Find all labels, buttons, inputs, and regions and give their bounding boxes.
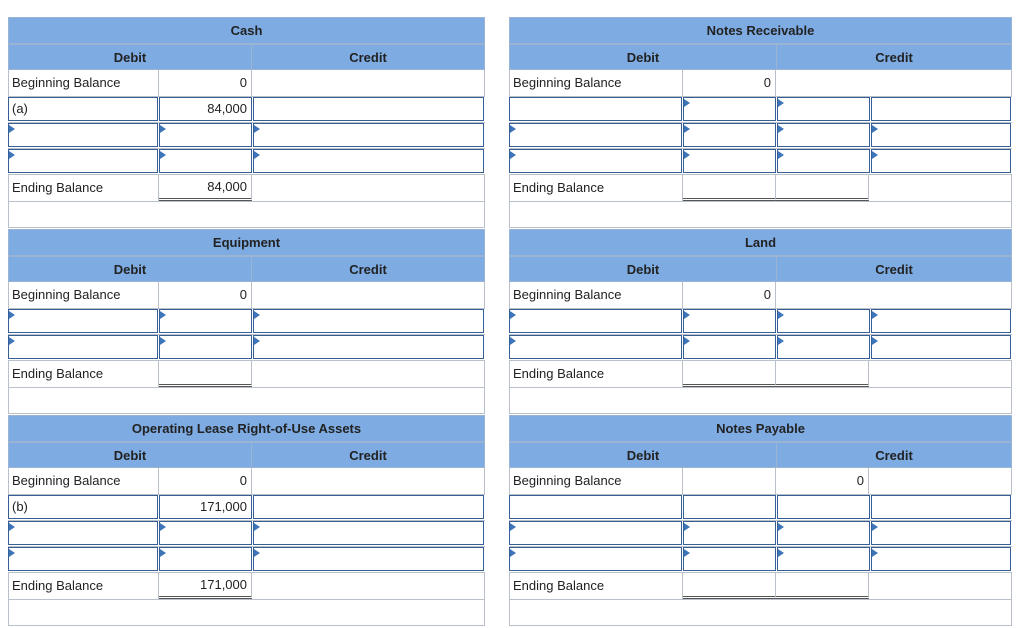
entry-row (8, 546, 485, 573)
dropdown-marker-icon (684, 151, 690, 159)
dropdown-marker-icon (778, 99, 784, 107)
beginning-credit (776, 282, 1011, 308)
ending-credit-cell (869, 573, 1011, 599)
entry-credit-input[interactable] (777, 149, 870, 173)
entry-credit-input[interactable] (777, 495, 870, 519)
dropdown-marker-icon (9, 549, 15, 557)
beginning-credit (252, 468, 484, 494)
beginning-label: Beginning Balance (9, 282, 159, 308)
credit-header: Credit (349, 49, 387, 65)
entry-row (8, 334, 485, 361)
entry-debit-input[interactable]: 84,000 (159, 97, 252, 121)
entry-label-input[interactable] (509, 309, 682, 333)
entry-debit-input[interactable] (159, 521, 252, 545)
dropdown-marker-icon (510, 125, 516, 133)
entry-label-input[interactable] (8, 521, 158, 545)
entry-debit-input[interactable] (159, 335, 252, 359)
ending-row (509, 573, 1012, 600)
dropdown-marker-icon (9, 337, 15, 345)
dropdown-marker-icon (254, 549, 260, 557)
dropdown-marker-icon (254, 151, 260, 159)
dropdown-marker-icon (510, 151, 516, 159)
entry-row (8, 494, 485, 521)
ending-credit-cell (869, 361, 1011, 387)
entry-credit-input[interactable] (253, 123, 484, 147)
account-title: Equipment (8, 229, 485, 256)
ending-label: Ending Balance (9, 573, 159, 599)
beginning-debit: 0 (159, 468, 252, 494)
entry-row (8, 148, 485, 175)
account-title: Cash (8, 17, 485, 44)
entry-credit-input[interactable] (253, 149, 484, 173)
cash-t-account (8, 17, 485, 229)
column-header (509, 256, 1012, 282)
entry-label-input[interactable] (509, 123, 682, 147)
credit-header: Credit (875, 447, 913, 463)
ending-label: Ending Balance (510, 573, 683, 599)
entry-credit-input[interactable] (871, 309, 1011, 333)
entry-credit-input[interactable] (777, 97, 870, 121)
ending-debit: 171,000 (159, 573, 252, 599)
entry-credit-input[interactable] (871, 521, 1011, 545)
dropdown-marker-icon (510, 311, 516, 319)
dropdown-marker-icon (684, 125, 690, 133)
entry-label-input[interactable] (509, 495, 682, 519)
land-t-account (509, 229, 1012, 415)
entry-debit-input[interactable] (683, 335, 776, 359)
dropdown-marker-icon (160, 523, 166, 531)
beginning-label: Beginning Balance (510, 468, 683, 494)
dropdown-marker-icon (160, 549, 166, 557)
ending-credit (252, 361, 484, 387)
entry-label-input[interactable] (8, 149, 158, 173)
dropdown-marker-icon (9, 151, 15, 159)
dropdown-marker-icon (684, 99, 690, 107)
ending-debit (159, 361, 252, 387)
beginning-credit (252, 282, 484, 308)
column-header (8, 256, 485, 282)
entry-debit-input[interactable] (683, 521, 776, 545)
ending-credit-cell (869, 175, 1011, 201)
ending-debit: 84,000 (159, 175, 252, 201)
notes-receivable-t-account (509, 17, 1012, 229)
dropdown-marker-icon (510, 337, 516, 345)
beginning-credit (252, 70, 484, 96)
credit-header: Credit (349, 261, 387, 277)
dropdown-marker-icon (684, 549, 690, 557)
ending-credit (776, 175, 869, 201)
beginning-row (8, 282, 485, 309)
ending-credit (252, 175, 484, 201)
entry-row (509, 334, 1012, 361)
beginning-debit: 0 (683, 282, 776, 308)
ending-label: Ending Balance (510, 175, 683, 201)
dropdown-marker-icon (9, 311, 15, 319)
entry-label-input[interactable] (8, 547, 158, 571)
ending-label: Ending Balance (510, 361, 683, 387)
entry-label-input[interactable] (509, 521, 682, 545)
dropdown-marker-icon (254, 311, 260, 319)
spacer-row (8, 600, 485, 626)
entry-credit-input[interactable] (777, 335, 870, 359)
dropdown-marker-icon (254, 523, 260, 531)
dropdown-marker-icon (510, 523, 516, 531)
dropdown-marker-icon (778, 125, 784, 133)
dropdown-marker-icon (872, 549, 878, 557)
spacer-row (8, 202, 485, 228)
entry-credit-input[interactable] (871, 97, 1011, 121)
entry-credit-input[interactable] (871, 335, 1011, 359)
debit-header: Debit (510, 257, 777, 281)
entry-credit-input[interactable] (253, 495, 484, 519)
credit-header: Credit (349, 447, 387, 463)
entry-label-input[interactable] (509, 149, 682, 173)
entry-label-input[interactable] (8, 123, 158, 147)
entry-row (509, 308, 1012, 335)
ending-row (8, 361, 485, 388)
beginning-debit: 0 (159, 70, 252, 96)
beginning-credit: 0 (776, 468, 869, 494)
dropdown-marker-icon (872, 151, 878, 159)
entry-label-input[interactable] (509, 335, 682, 359)
right-panel (509, 17, 1012, 627)
ending-row (8, 573, 485, 600)
beginning-row (509, 282, 1012, 309)
entry-row (509, 122, 1012, 149)
ending-credit (776, 573, 869, 599)
dropdown-marker-icon (684, 311, 690, 319)
beginning-row (8, 70, 485, 97)
account-title: Notes Receivable (509, 17, 1012, 44)
credit-header: Credit (875, 49, 913, 65)
column-header (8, 442, 485, 468)
entry-credit-input[interactable] (871, 149, 1011, 173)
debit-header: Debit (9, 45, 252, 69)
entry-debit-input[interactable] (683, 97, 776, 121)
dropdown-marker-icon (684, 337, 690, 345)
entry-credit-input[interactable] (777, 521, 870, 545)
entry-debit-input[interactable] (159, 123, 252, 147)
debit-header: Debit (9, 257, 252, 281)
beginning-credit (776, 70, 1011, 96)
debit-header: Debit (510, 45, 777, 69)
account-title: Land (509, 229, 1012, 256)
debit-header: Debit (9, 443, 252, 467)
spacer-row (509, 600, 1012, 626)
entry-row (509, 96, 1012, 123)
beginning-debit: 0 (159, 282, 252, 308)
entry-debit-input[interactable] (683, 123, 776, 147)
ending-debit (683, 573, 776, 599)
beginning-label: Beginning Balance (9, 468, 159, 494)
entry-label-input[interactable]: (b) (8, 495, 158, 519)
entry-credit-input[interactable] (253, 547, 484, 571)
ending-debit (683, 361, 776, 387)
entry-credit-input[interactable] (777, 309, 870, 333)
dropdown-marker-icon (872, 523, 878, 531)
debit-header: Debit (510, 443, 777, 467)
ending-debit (683, 175, 776, 201)
entry-row (509, 546, 1012, 573)
entry-debit-input[interactable] (159, 149, 252, 173)
beginning-label: Beginning Balance (510, 70, 683, 96)
beginning-row (509, 70, 1012, 97)
dropdown-marker-icon (872, 337, 878, 345)
entry-row (509, 148, 1012, 175)
beginning-label: Beginning Balance (510, 282, 683, 308)
ending-credit (252, 573, 484, 599)
column-header (8, 44, 485, 70)
entry-credit-input[interactable] (777, 123, 870, 147)
dropdown-marker-icon (778, 549, 784, 557)
entry-credit-input[interactable] (871, 495, 1011, 519)
entry-label-input[interactable] (8, 335, 158, 359)
entry-debit-input[interactable]: 171,000 (159, 495, 252, 519)
beginning-credit-extra (869, 468, 1011, 494)
beginning-debit: 0 (683, 70, 776, 96)
beginning-row (8, 468, 485, 495)
spacer-row (509, 388, 1012, 414)
entry-debit-input[interactable] (683, 309, 776, 333)
dropdown-marker-icon (160, 125, 166, 133)
left-panel (8, 17, 485, 627)
entry-credit-input[interactable] (253, 335, 484, 359)
account-title: Operating Lease Right-of-Use Assets (8, 415, 485, 442)
dropdown-marker-icon (510, 549, 516, 557)
dropdown-marker-icon (684, 523, 690, 531)
account-title: Notes Payable (509, 415, 1012, 442)
entry-label-input[interactable] (509, 97, 682, 121)
dropdown-marker-icon (872, 125, 878, 133)
equipment-t-account (8, 229, 485, 415)
entry-credit-input[interactable] (871, 123, 1011, 147)
entry-row (8, 308, 485, 335)
ending-row (8, 175, 485, 202)
rou-assets-t-account (8, 415, 485, 627)
entry-credit-input[interactable] (253, 521, 484, 545)
dropdown-marker-icon (778, 337, 784, 345)
entry-row (509, 494, 1012, 521)
spacer-row (8, 388, 485, 414)
entry-row (509, 520, 1012, 547)
dropdown-marker-icon (9, 125, 15, 133)
ending-credit (776, 361, 869, 387)
dropdown-marker-icon (254, 337, 260, 345)
entry-credit-input[interactable] (253, 309, 484, 333)
entry-row (8, 96, 485, 123)
entry-debit-input[interactable] (683, 547, 776, 571)
entry-credit-input[interactable] (777, 547, 870, 571)
notes-payable-t-account (509, 415, 1012, 627)
dropdown-marker-icon (160, 311, 166, 319)
dropdown-marker-icon (160, 151, 166, 159)
entry-label-input[interactable] (8, 309, 158, 333)
spacer-row (509, 202, 1012, 228)
column-header (509, 44, 1012, 70)
entry-row (8, 520, 485, 547)
credit-header: Credit (875, 261, 913, 277)
beginning-debit (683, 468, 776, 494)
entry-label-input[interactable] (509, 547, 682, 571)
entry-debit-input[interactable] (683, 149, 776, 173)
entry-debit-input[interactable] (683, 495, 776, 519)
ending-label: Ending Balance (9, 361, 159, 387)
entry-debit-input[interactable] (159, 309, 252, 333)
dropdown-marker-icon (9, 523, 15, 531)
dropdown-marker-icon (160, 337, 166, 345)
entry-credit-input[interactable] (871, 547, 1011, 571)
dropdown-marker-icon (778, 311, 784, 319)
dropdown-marker-icon (872, 311, 878, 319)
ending-label: Ending Balance (9, 175, 159, 201)
entry-credit-input[interactable] (253, 97, 484, 121)
column-header (509, 442, 1012, 468)
entry-label-input[interactable]: (a) (8, 97, 158, 121)
ending-row (509, 361, 1012, 388)
ending-row (509, 175, 1012, 202)
dropdown-marker-icon (778, 523, 784, 531)
dropdown-marker-icon (778, 151, 784, 159)
beginning-row (509, 468, 1012, 495)
entry-row (8, 122, 485, 149)
entry-debit-input[interactable] (159, 547, 252, 571)
beginning-label: Beginning Balance (9, 70, 159, 96)
dropdown-marker-icon (254, 125, 260, 133)
